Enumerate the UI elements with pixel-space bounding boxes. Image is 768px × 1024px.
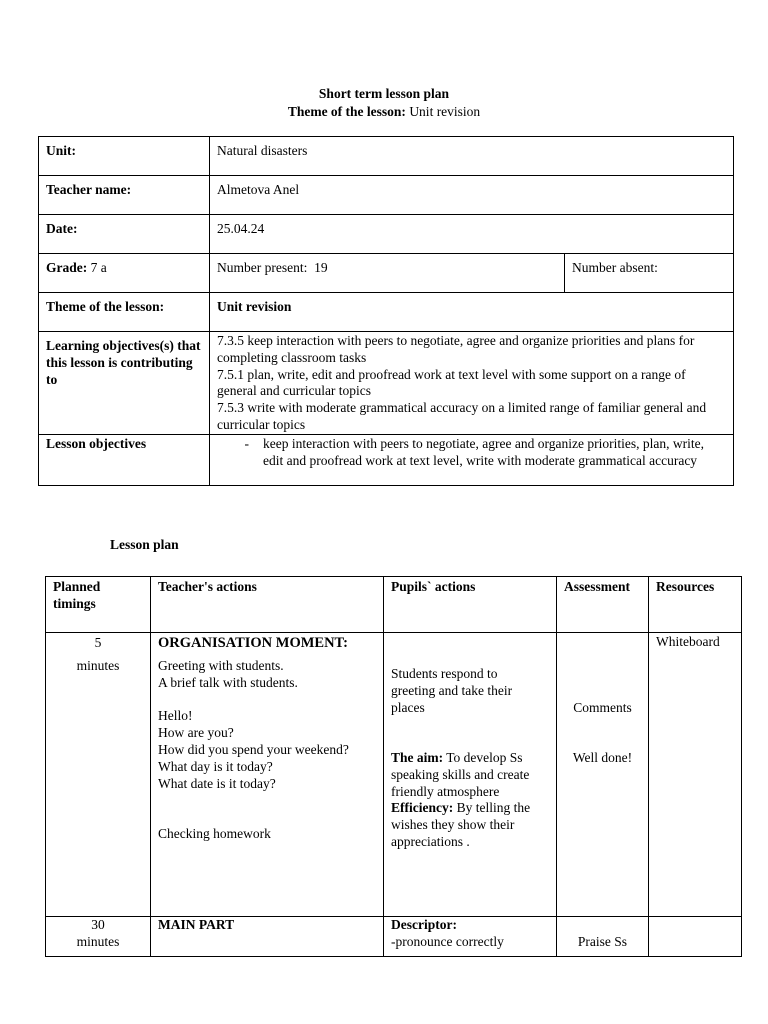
main-pupils (384, 917, 557, 957)
header-teacher-actions: Teacher's actions (151, 577, 384, 633)
descriptor-line: -pronounce correctly (391, 933, 504, 949)
descriptor-label: Descriptor: (391, 917, 457, 932)
lesson-objectives-cell (210, 434, 734, 485)
date-value: 25.04.24 (210, 215, 734, 254)
date-label: Date: (39, 215, 210, 254)
learning-objective-item: 7.5.3 write with moderate grammatical accuracy on a limited range of familiar general and curricular topics (217, 400, 707, 432)
grade-row (39, 254, 734, 293)
plan-header-row (46, 577, 742, 633)
organisation-row (46, 633, 742, 917)
org-question: How did you spend your weekend? (158, 741, 349, 757)
header-pupils-actions: Pupils` actions (384, 577, 557, 633)
org-title: ORGANISATION MOMENT: (158, 635, 348, 651)
theme-value: Unit revision (405, 104, 481, 119)
bullet-dash: - (244, 435, 249, 451)
header-planned-timings: Planned timings (46, 577, 151, 633)
header-assessment: Assessment (557, 577, 649, 633)
learning-objectives-row (39, 332, 734, 435)
org-homework: Checking homework (158, 825, 271, 841)
learning-objectives-list (210, 332, 734, 435)
org-assessment-comments: Comments (573, 700, 632, 715)
main-timing-number: 30 (91, 917, 105, 932)
org-pupils-line: greeting and take their (391, 682, 513, 698)
main-timing (46, 917, 151, 957)
efficiency-label: Efficiency: (391, 800, 454, 816)
org-timing-unit: minutes (76, 657, 120, 673)
grade-label: Grade: (46, 260, 88, 275)
org-teacher-line: Greeting with students. (158, 658, 284, 673)
main-resources (649, 917, 742, 957)
theme-row-label: Theme of the lesson: (39, 293, 210, 332)
learning-objectives-label: Learning objectives(s) that this lesson is contributing to (39, 332, 210, 435)
org-assessment-praise: Well done! (572, 750, 633, 766)
present-value: 19 (307, 260, 328, 275)
unit-label: Unit: (39, 137, 210, 176)
lesson-objective-text: keep interaction with peers to negotiate, agree and organize priorities, plan, write, edit and proofread work at text level, write with moderate grammatical accuracy (263, 435, 704, 468)
header-resources: Resources (649, 577, 742, 633)
main-title: MAIN PART (151, 917, 384, 957)
org-question: How are you? (158, 725, 234, 741)
org-pupils-actions (384, 633, 557, 917)
document-theme (0, 104, 768, 122)
document-title: Short term lesson plan (318, 86, 450, 101)
teacher-value: Almetova Anel (210, 176, 734, 215)
org-timing-number: 5 (94, 635, 102, 650)
grade-cell (39, 254, 210, 293)
org-assessment (557, 633, 649, 917)
org-question: What day is it today? (158, 758, 273, 774)
efficiency-text: By telling the wishes they show their appreciations . (391, 800, 531, 849)
teacher-row (39, 176, 734, 215)
theme-label: Theme of the lesson: (287, 104, 406, 119)
org-question: Hello! (158, 708, 193, 724)
unit-value: Natural disasters (210, 137, 734, 176)
org-teacher-actions (151, 633, 384, 917)
present-label: Number present: (217, 260, 308, 275)
org-teacher-line: A brief talk with students. (158, 674, 298, 690)
lesson-info-table (38, 136, 734, 486)
date-row (39, 215, 734, 254)
org-pupils-line: places (391, 699, 425, 715)
org-aim (391, 750, 549, 800)
aim-text: To develop Ss speaking skills and create friendly atmosphere (391, 749, 530, 799)
lesson-objectives-row (39, 434, 734, 485)
lesson-objective-bullet (217, 436, 726, 470)
lesson-plan-heading: Lesson plan (110, 537, 179, 552)
present-cell (210, 254, 565, 293)
main-assessment: Praise Ss (557, 917, 649, 957)
org-timing (46, 633, 151, 917)
theme-row (39, 293, 734, 332)
org-resources: Whiteboard (649, 633, 742, 917)
main-part-row (46, 917, 742, 957)
learning-objective-item: 7.5.1 plan, write, edit and proofread work at text level with some support on a range of general and curricular topics (217, 366, 686, 399)
absent-label: Number absent: (565, 254, 734, 293)
learning-objective-item: 7.3.5 keep interaction with peers to negotiate, agree and organize priorities and plans for completing classroom tasks (217, 333, 695, 365)
grade-value: 7 a (87, 260, 107, 275)
lesson-plan-table (45, 576, 742, 957)
unit-row (39, 137, 734, 176)
teacher-label: Teacher name: (39, 176, 210, 215)
org-pupils-line: Students respond to (391, 666, 498, 681)
aim-label: The aim: (391, 749, 444, 765)
main-timing-unit: minutes (76, 933, 120, 949)
org-question: What date is it today? (158, 775, 276, 791)
lesson-objectives-label: Lesson objectives (39, 434, 210, 485)
org-efficiency (391, 800, 549, 850)
theme-row-value: Unit revision (210, 293, 734, 332)
document-header (0, 86, 768, 122)
